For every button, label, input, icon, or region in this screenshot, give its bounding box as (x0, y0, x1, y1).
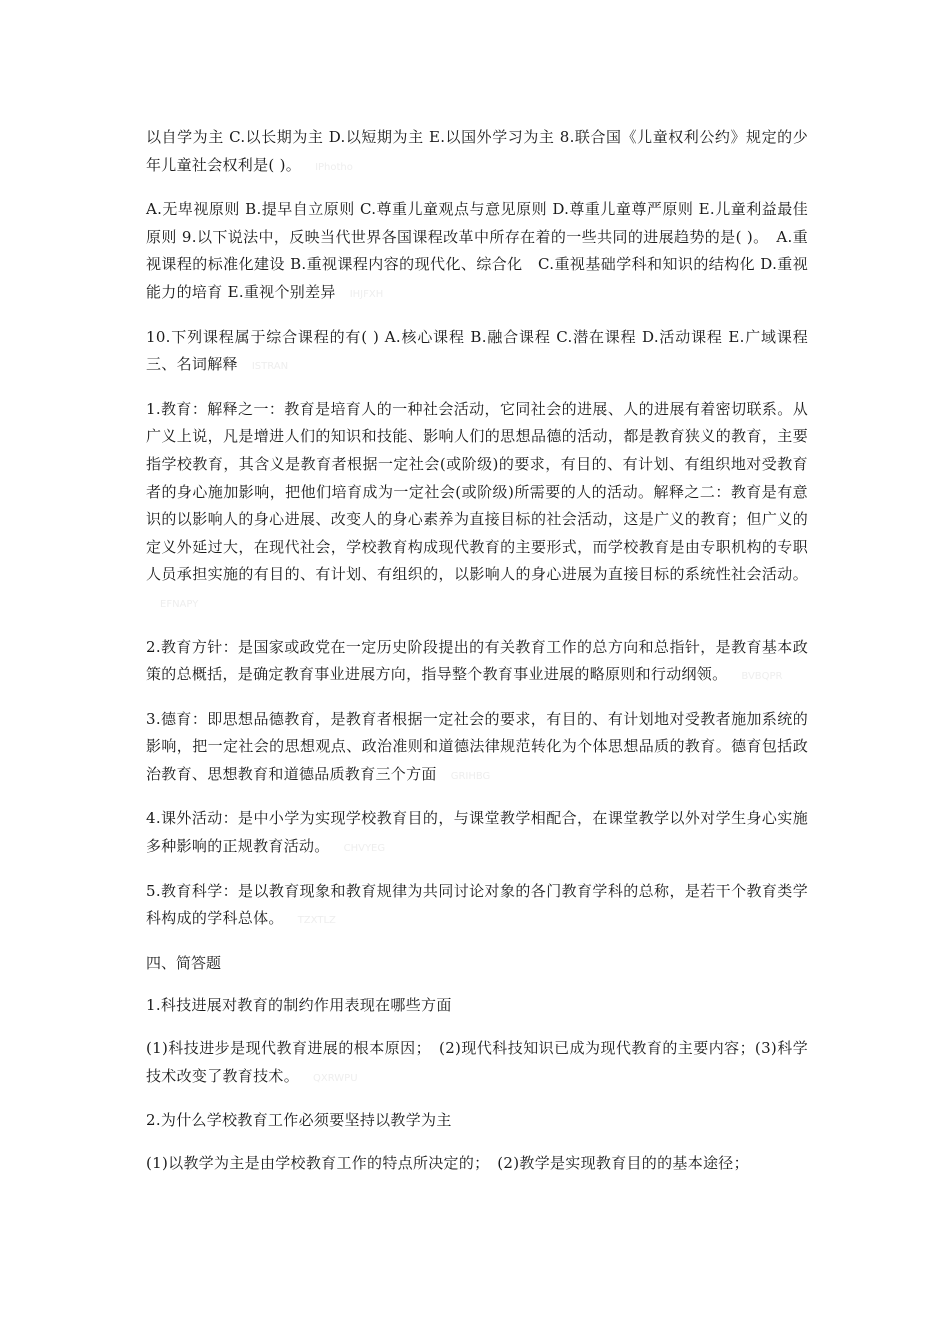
paragraph-text: 10.下列课程属于综合课程的有( ) A.核心课程 B.融合课程 C.潜在课程 D.活动课程 E.广域课程 三、名词解释 (146, 327, 808, 374)
watermark-text: GRIHBG (450, 770, 491, 782)
answer-2 (146, 1150, 808, 1178)
definition-education (146, 396, 808, 619)
document-page (146, 124, 808, 1192)
answer-1 (146, 1035, 808, 1092)
answer-text: (1)以教学为主是由学校教育工作的特点所决定的； (2)教学是实现教育目的的基本途径； (146, 1153, 749, 1172)
question-1 (146, 992, 808, 1020)
definition-extracurricular (146, 805, 808, 862)
paragraph-text: 1.教育：解释之一：教育是培育人的一种社会活动，它同社会的进展、人的进展有着密切联系。从广义上说，凡是增进人们的知识和技能、影响人们的思想品德的活动，都是教育狭义的教育，主要指学校教育，其含义是教育者根据一定社会(或阶级)的要求，有目的、有计划、有组织地对受教育者的身心施加影响，把他们培育成为一定社会(或阶级)所需要的人的活动。解释之二：教育是有意识的以影响人的身心进展、改变人的身心素养为直接目标的社会活动，这是广义的教育；但广义的定义外延过大，在现代社会，学校教育构成现代教育的主要形式，而学校教育是由专职机构的专职人员承担实施的有目的、有计划、有组织的，以影响人的身心进展为直接目标的系统性社会活动。 (146, 399, 808, 584)
definition-education-science (146, 878, 808, 935)
section-heading (146, 950, 808, 978)
answer-text: (1)科技进步是现代教育进展的根本原因； (2)现代科技知识已成为现代教育的主要内容；(3)科学技术改变了教育技术。 (146, 1039, 808, 1085)
watermark-text: EFNAPY (160, 598, 199, 610)
definition-moral-education (146, 706, 808, 791)
question-2 (146, 1107, 808, 1135)
watermark-text: IPhotho (315, 161, 353, 173)
question-text: 2.为什么学校教育工作必须要坚持以教学为主 (146, 1111, 452, 1130)
watermark-text: QXRWPU (313, 1072, 358, 1084)
paragraph-text: 4.课外活动：是中小学为实现学校教育目的，与课堂教学相配合，在课堂教学以外对学生身心实施多种影响的正规教育活动。 (146, 809, 808, 856)
paragraph-text: 3.德育：即思想品德教育，是教育者根据一定社会的要求，有目的、有计划地对受教者施加系统的影响，把一定社会的思想观点、政治准则和道德法律规范转化为个体思想品质的教育。德育包括政治教育、思想教育和道德品质教育三个方面 (146, 709, 808, 783)
watermark-text: TZXTLZ (297, 915, 336, 927)
paragraph-q10 (146, 324, 808, 381)
watermark-text: ISTRAN (251, 361, 289, 373)
watermark-text: CHVYEG (343, 843, 386, 855)
paragraph-q8-options (146, 124, 808, 181)
paragraph-text: A.无卑视原则 B.提早自立原则 C.尊重儿童观点与意见原则 D.尊重儿童尊严原则 E.儿童利益最佳原则 9.以下说法中，反映当代世界各国课程改革中所存在着的一些共同的进展趋势的是( )。 A.重视课程的标准化建设 B.重视课程内容的现代化、综合化 C.重视基础学科和知识的结构化 D.重视能力的培育 E.重视个别差异 (146, 200, 808, 301)
paragraph-text: 2.教育方针：是国家或政党在一定历史阶段提出的有关教育工作的总方向和总指针，是教育基本政策的总概括，是确定教育事业进展方向，指导整个教育事业进展的略原则和行动纲领。 (146, 637, 808, 684)
paragraph-q9-options (146, 196, 808, 308)
definition-education-policy (146, 634, 808, 691)
paragraph-text: 5.教育科学：是以教育现象和教育规律为共同讨论对象的各门教育学科的总称，是若干个教育类学科构成的学科总体。 (146, 881, 808, 928)
watermark-text: IHJFXH (349, 288, 384, 300)
question-text: 1.科技进展对教育的制约作用表现在哪些方面 (146, 996, 452, 1015)
heading-text: 四、简答题 (146, 953, 222, 972)
watermark-text: BVBQPR (741, 671, 783, 683)
paragraph-text: 以自学为主 C.以长期为主 D.以短期为主 E.以国外学习为主 8.联合国《儿童权利公约》规定的少年儿童社会权利是( )。 (146, 128, 808, 174)
